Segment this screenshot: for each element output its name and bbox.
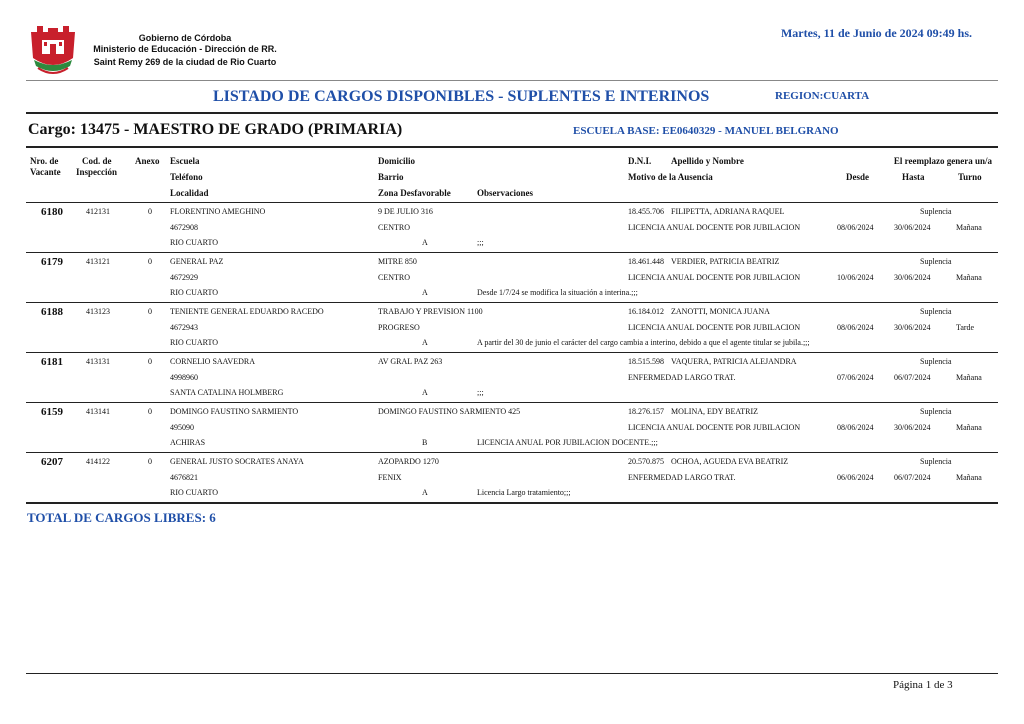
col-zona: Zona Desfavorable [378, 188, 451, 198]
cell-telefono: 4672943 [170, 322, 198, 332]
cell-desde: 08/06/2024 [837, 322, 874, 332]
cell-obs: A partir del 30 de junio el carácter del cargo cambia a interino, debido a que el agente titular se jubila.;;; [477, 338, 810, 347]
cell-obs: ;;; [477, 238, 484, 247]
cell-tipo: Suplencia [920, 307, 952, 316]
cell-nro: 6179 [41, 256, 63, 268]
cell-hasta: 30/06/2024 [894, 422, 931, 432]
cell-cod: 413131 [86, 357, 110, 366]
col-turno: Turno [958, 172, 982, 182]
cell-dni: 18.515.598 [628, 357, 664, 366]
col-observaciones: Observaciones [477, 188, 533, 198]
cell-barrio: CENTRO [378, 272, 410, 282]
cell-localidad: SANTA CATALINA HOLMBERG [170, 388, 284, 397]
cell-telefono: 495090 [170, 422, 194, 432]
cordoba-coat-of-arms-icon [28, 26, 78, 78]
col-domicilio: Domicilio [378, 156, 415, 166]
cell-telefono: 4676821 [170, 472, 198, 482]
region-label: REGION:CUARTA [775, 90, 870, 102]
col-motivo: Motivo de la Ausencia [628, 172, 713, 182]
cell-hasta: 30/06/2024 [894, 272, 931, 282]
cell-escuela: GENERAL PAZ [170, 257, 224, 266]
page-number: Página 1 de 3 [893, 679, 953, 691]
col-barrio: Barrio [378, 172, 404, 182]
cell-nombre: OCHOA, AGUEDA EVA BEATRIZ [671, 457, 789, 466]
cell-telefono: 4998960 [170, 372, 198, 382]
cell-hasta: 06/07/2024 [894, 372, 931, 382]
cell-barrio: CENTRO [378, 222, 410, 232]
org-address: Saint Remy 269 de la ciudad de Rio Cuarto [93, 57, 277, 67]
cargo-title: Cargo: 13475 - MAESTRO DE GRADO (PRIMARIA) [28, 121, 403, 138]
cell-cod: 413121 [86, 257, 110, 266]
footer-divider [26, 673, 998, 674]
cell-obs: Licencia Largo tratamiento;;; [477, 488, 571, 497]
cell-barrio: FENIX [378, 472, 402, 482]
cell-telefono: 4672929 [170, 272, 198, 282]
cell-dni: 18.455.706 [628, 207, 664, 216]
col-cod-inspeccion: Cod. de Inspección [76, 156, 118, 177]
org-ministry: Ministerio de Educación - Dirección de RR. [93, 44, 277, 54]
cell-desde: 07/06/2024 [837, 372, 874, 382]
cell-motivo: LICENCIA ANUAL DOCENTE POR JUBILACION [628, 222, 801, 232]
cell-domicilio: 9 DE JULIO 316 [378, 207, 433, 216]
cell-desde: 10/06/2024 [837, 272, 874, 282]
row-divider [26, 452, 998, 453]
col-anexo: Anexo [135, 156, 160, 166]
cell-desde: 06/06/2024 [837, 472, 874, 482]
col-nro-vacante: Nro. de Vacante [30, 156, 61, 177]
cell-zona: A [422, 338, 428, 347]
cell-nro: 6181 [41, 356, 63, 368]
cell-motivo: LICENCIA ANUAL DOCENTE POR JUBILACION [628, 322, 801, 332]
cell-turno: Mañana [956, 472, 982, 482]
cell-escuela: GENERAL JUSTO SOCRATES ANAYA [170, 457, 304, 466]
cell-cod: 412131 [86, 207, 110, 216]
col-telefono: Teléfono [170, 172, 203, 182]
cell-nombre: VERDIER, PATRICIA BEATRIZ [671, 257, 780, 266]
cell-obs: LICENCIA ANUAL POR JUBILACION DOCENTE.;;; [477, 438, 658, 447]
divider [26, 80, 998, 81]
cell-cod: 413141 [86, 407, 110, 416]
cell-dni: 16.184.012 [628, 307, 664, 316]
cell-anexo: 0 [148, 407, 152, 416]
cell-zona: A [422, 238, 428, 247]
cell-hasta: 30/06/2024 [894, 222, 931, 232]
cell-tipo: Suplencia [920, 257, 952, 266]
cell-telefono: 4672908 [170, 222, 198, 232]
cell-nombre: ZANOTTI, MONICA JUANA [671, 307, 770, 316]
row-divider [26, 402, 998, 403]
cell-hasta: 30/06/2024 [894, 322, 931, 332]
cell-escuela: DOMINGO FAUSTINO SARMIENTO [170, 407, 299, 416]
row-divider [26, 252, 998, 253]
cell-nombre: MOLINA, EDY BEATRIZ [671, 407, 759, 416]
cell-cod: 413123 [86, 307, 110, 316]
org-name: Gobierno de Córdoba [138, 33, 232, 43]
cell-domicilio: AZOPARDO 1270 [378, 457, 439, 466]
cell-escuela: FLORENTINO AMEGHINO [170, 207, 266, 216]
cell-escuela: CORNELIO SAAVEDRA [170, 357, 255, 366]
divider [26, 112, 998, 114]
escuela-base: ESCUELA BASE: EE0640329 - MANUEL BELGRANO [573, 125, 839, 137]
cell-domicilio: DOMINGO FAUSTINO SARMIENTO 425 [378, 407, 521, 416]
cell-tipo: Suplencia [920, 457, 952, 466]
cell-nro: 6188 [41, 306, 63, 318]
cell-nro: 6207 [41, 456, 63, 468]
row-divider [26, 302, 998, 303]
cell-tipo: Suplencia [920, 357, 952, 366]
cell-localidad: RIO CUARTO [170, 238, 219, 247]
cell-anexo: 0 [148, 457, 152, 466]
cell-barrio: PROGRESO [378, 322, 420, 332]
row-divider [26, 352, 998, 353]
col-desde: Desde [846, 172, 869, 182]
cell-dni: 18.276.157 [628, 407, 664, 416]
cell-localidad: RIO CUARTO [170, 338, 219, 347]
cell-turno: Mañana [956, 222, 982, 232]
col-apellido-nombre: Apellido y Nombre [671, 156, 744, 166]
col-localidad: Localidad [170, 188, 209, 198]
page-title: LISTADO DE CARGOS DISPONIBLES - SUPLENTES E INTERINOS [213, 88, 710, 105]
col-escuela: Escuela [170, 156, 200, 166]
divider [26, 146, 998, 148]
cell-localidad: RIO CUARTO [170, 288, 219, 297]
cell-anexo: 0 [148, 257, 152, 266]
cell-domicilio: MITRE 850 [378, 257, 417, 266]
cell-escuela: TENIENTE GENERAL EDUARDO RACEDO [170, 307, 324, 316]
cell-motivo: ENFERMEDAD LARGO TRAT. [628, 472, 736, 482]
cell-localidad: RIO CUARTO [170, 488, 219, 497]
cell-nro: 6180 [41, 206, 63, 218]
cell-motivo: LICENCIA ANUAL DOCENTE POR JUBILACION [628, 272, 801, 282]
col-reemplazo: El reemplazo genera un/a [893, 156, 992, 166]
cell-nombre: VAQUERA, PATRICIA ALEJANDRA [671, 357, 797, 366]
col-dni: D.N.I. [628, 156, 652, 166]
cell-turno: Mañana [956, 272, 982, 282]
print-date: Martes, 11 de Junio de 2024 09:49 hs. [780, 26, 972, 40]
row-divider [26, 502, 998, 504]
cell-anexo: 0 [148, 357, 152, 366]
cell-domicilio: TRABAJO Y PREVISION 1100 [378, 307, 483, 316]
cell-turno: Mañana [956, 372, 982, 382]
cell-zona: B [422, 438, 428, 447]
total-cargos: TOTAL DE CARGOS LIBRES: 6 [27, 510, 216, 525]
cell-nro: 6159 [41, 406, 63, 418]
cell-motivo: LICENCIA ANUAL DOCENTE POR JUBILACION [628, 422, 801, 432]
cell-anexo: 0 [148, 307, 152, 316]
col-hasta: Hasta [902, 172, 925, 182]
cell-zona: A [422, 288, 428, 297]
cell-tipo: Suplencia [920, 207, 952, 216]
cell-desde: 08/06/2024 [837, 422, 874, 432]
divider [26, 202, 998, 203]
cell-hasta: 06/07/2024 [894, 472, 931, 482]
cell-obs: ;;; [477, 388, 484, 397]
cell-desde: 08/06/2024 [837, 222, 874, 232]
cell-nombre: FILIPETTA, ADRIANA RAQUEL [671, 207, 785, 216]
cell-dni: 20.570.875 [628, 457, 664, 466]
cell-turno: Mañana [956, 422, 982, 432]
cell-tipo: Suplencia [920, 407, 952, 416]
cell-localidad: ACHIRAS [170, 438, 206, 447]
cell-zona: A [422, 388, 428, 397]
cell-zona: A [422, 488, 428, 497]
cell-domicilio: AV GRAL PAZ 263 [378, 357, 443, 366]
cell-obs: Desde 1/7/24 se modifica la situación a interina.;;; [477, 288, 638, 297]
cell-anexo: 0 [148, 207, 152, 216]
cell-cod: 414122 [86, 457, 110, 466]
cell-turno: Tarde [956, 322, 975, 332]
cell-motivo: ENFERMEDAD LARGO TRAT. [628, 372, 736, 382]
cell-dni: 18.461.448 [628, 257, 664, 266]
